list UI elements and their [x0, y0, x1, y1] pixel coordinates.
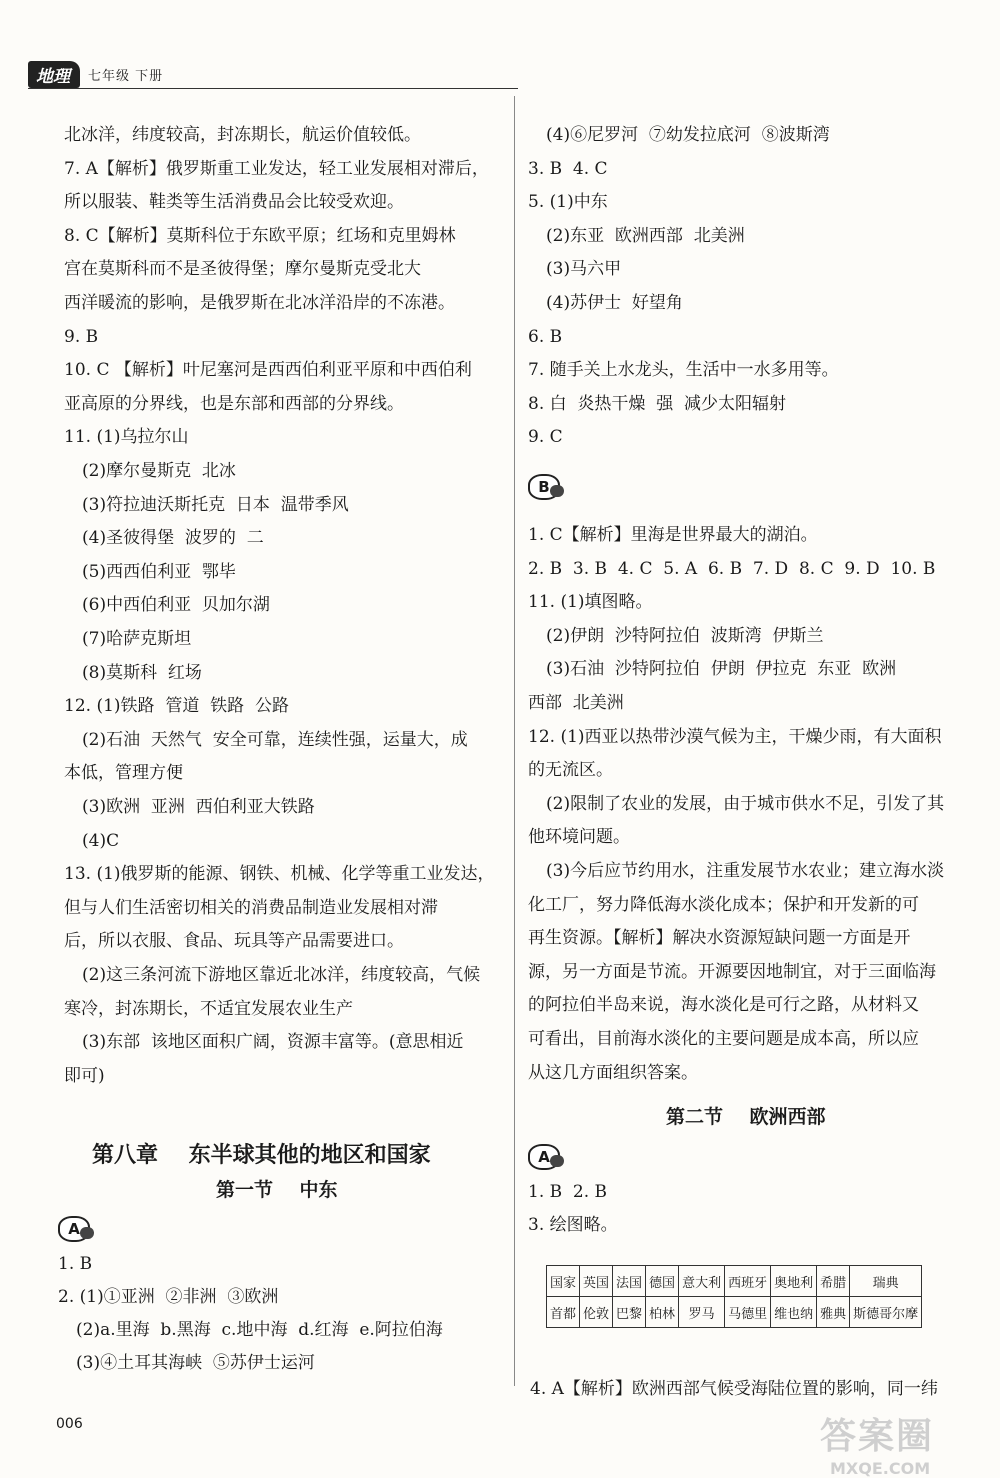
column-divider	[514, 96, 515, 1386]
answer-line: (5)西西伯利亚 鄂毕	[82, 561, 236, 582]
capitals-table	[546, 1265, 922, 1328]
answer-line: 本低，管理方便	[64, 763, 183, 784]
answer-line: 1. B 2. B	[528, 1182, 608, 1202]
answer-line: 7. 随手关上水龙头，生活中一水多用等。	[528, 360, 839, 381]
level-a-badge: A	[58, 1216, 88, 1240]
answer-line: 2. (1)①亚洲 ②非洲 ③欧洲	[58, 1287, 279, 1307]
answer-line: 12. (1)铁路 管道 铁路 公路	[64, 696, 289, 717]
answer-line: 宫在莫斯科而不是圣彼得堡；摩尔曼斯克受北大	[64, 259, 421, 280]
answer-line: 8. C【解析】莫斯科位于东欧平原；红场和克里姆林	[64, 225, 456, 246]
page-number: 006	[56, 1416, 83, 1432]
answer-line: 10. C 【解析】叶尼塞河是西西伯利亚平原和中西伯利	[64, 360, 472, 381]
answer-line: 后，所以衣服、食品、玩具等产品需要进口。	[64, 931, 404, 952]
answer-line: (2)石油 天然气 安全可靠，连续性强，运量大，成	[82, 729, 468, 750]
answer-line: 即可)	[64, 1065, 105, 1086]
table-cell: 斯德哥尔摩	[850, 1297, 922, 1328]
table-row	[547, 1266, 922, 1297]
page-header	[28, 60, 163, 88]
answer-line: 所以服装、鞋类等生活消费品会比较受欢迎。	[64, 192, 404, 213]
table-cell: 希腊	[817, 1266, 850, 1297]
answer-line: 西部 北美洲	[528, 693, 624, 713]
table-cell: 巴黎	[613, 1297, 646, 1328]
header-rule	[28, 88, 518, 89]
answer-line: (2)这三条河流下游地区靠近北冰洋，纬度较高，气候	[82, 965, 481, 985]
level-b-badge: B	[528, 474, 558, 498]
answer-line: 再生资源。【解析】解决水资源短缺问题一方面是开	[528, 928, 911, 949]
answer-line: 亚高原的分界线，也是东部和西部的分界线。	[64, 393, 404, 414]
answer-line: (3)符拉迪沃斯托克 日本 温带季风	[82, 494, 349, 515]
answer-line: 源，另一方面是节流。开源要因地制宜，对于三面临海	[528, 961, 936, 982]
answer-line: 6. B	[528, 326, 563, 347]
answer-line: 西洋暖流的影响，是俄罗斯在北冰洋沿岸的不冻港。	[64, 293, 455, 313]
table-cell: 英国	[580, 1266, 613, 1297]
answer-line: (4)⑥尼罗河 ⑦幼发拉底河 ⑧波斯湾	[546, 125, 830, 145]
answer-line: (3)今后应节约用水，注重发展节水农业；建立海水淡	[546, 861, 945, 881]
answer-line: 北冰洋，纬度较高，封冻期长，航运价值较低。	[64, 125, 421, 145]
answer-line: 4. A【解析】欧洲西部气候受海陆位置的影响，同一纬	[530, 1379, 938, 1399]
table-cell: 西班牙	[725, 1266, 771, 1297]
answer-line: 可看出，目前海水淡化的主要问题是成本高，所以应	[528, 1029, 919, 1049]
answer-line: 11. (1)填图略。	[528, 592, 653, 613]
answer-line: 从这几方面组织答案。	[528, 1062, 698, 1083]
watermark: 答案圈 MXQE.COM	[820, 1416, 935, 1478]
table-cell: 马德里	[725, 1297, 771, 1328]
level-a-badge-2: A	[528, 1144, 558, 1168]
table-cell: 雅典	[817, 1297, 850, 1328]
table-cell: 维也纳	[771, 1297, 817, 1328]
answer-line: 5. (1)中东	[528, 192, 608, 213]
answer-line: (7)哈萨克斯坦	[82, 629, 192, 649]
table-row	[547, 1297, 922, 1328]
table-cell: 伦敦	[580, 1297, 613, 1328]
answer-line: 8. 白 炎热干燥 强 减少太阳辐射	[528, 393, 787, 414]
answer-line: 11. (1)乌拉尔山	[64, 427, 189, 448]
answer-line: 他环境问题。	[528, 827, 630, 848]
answer-line: 1. C【解析】里海是世界最大的湖泊。	[528, 525, 818, 545]
answer-line: 12. (1)西亚以热带沙漠气候为主，干燥少雨，有大面积	[528, 726, 942, 747]
answer-line: (2)东亚 欧洲西部 北美洲	[546, 225, 745, 246]
table-cell: 奥地利	[771, 1266, 817, 1297]
subject-logo: 地理	[28, 61, 80, 88]
table-cell: 柏林	[646, 1297, 679, 1328]
answer-line: (4)苏伊士 好望角	[546, 293, 683, 313]
answer-line: (4)圣彼得堡 波罗的 二	[82, 528, 264, 549]
answer-line: 9. B	[64, 326, 99, 347]
answer-line: 的阿拉伯半岛来说，海水淡化是可行之路，从材料又	[528, 995, 919, 1016]
answer-line: (3)东部 该地区面积广阔，资源丰富等。(意思相近	[82, 1032, 464, 1053]
table-cell: 法国	[613, 1266, 646, 1297]
answer-line: (3)④土耳其海峡 ⑤苏伊士运河	[76, 1353, 315, 1373]
table-cell: 瑞典	[850, 1266, 922, 1297]
table-cell: 国家	[547, 1266, 580, 1297]
answer-line: 化工厂，努力降低海水淡化成本；保护和开发新的可	[528, 894, 919, 915]
answer-line: 但与人们生活密切相关的消费品制造业发展相对滞	[64, 897, 438, 918]
answer-line: (2)限制了农业的发展，由于城市供水不足，引发了其	[546, 793, 945, 814]
table-cell: 意大利	[679, 1266, 725, 1297]
answer-line: (3)欧洲 亚洲 西伯利亚大铁路	[82, 797, 315, 817]
answer-line: 的无流区。	[528, 760, 613, 781]
section-title-middle-east: 第一节 中东	[216, 1179, 338, 1201]
answer-line: 1. B	[58, 1254, 93, 1274]
table-cell: 德国	[646, 1266, 679, 1297]
answer-line: 寒冷，封冻期长，不适宜发展农业生产	[64, 998, 353, 1019]
answer-line: 13. (1)俄罗斯的能源、钢铁、机械、化学等重工业发达，	[64, 864, 495, 885]
answer-line: (2)摩尔曼斯克 北冰	[82, 461, 236, 481]
chapter-title: 第八章 东半球其他的地区和国家	[92, 1142, 431, 1168]
grade-label: 七年级 下册	[88, 68, 164, 84]
answer-line: (6)中西伯利亚 贝加尔湖	[82, 595, 270, 616]
section-title-western-europe: 第二节 欧洲西部	[666, 1106, 826, 1128]
answer-line: (3)石油 沙特阿拉伯 伊朗 伊拉克 东亚 欧洲	[546, 659, 897, 680]
answer-line: 7. A【解析】俄罗斯重工业发达，轻工业发展相对滞后，	[64, 158, 489, 179]
answer-line: (8)莫斯科 红场	[82, 662, 202, 683]
answer-line: (2)伊朗 沙特阿拉伯 波斯湾 伊斯兰	[546, 625, 824, 646]
answer-line: 3. B 4. C	[528, 158, 608, 179]
answer-line: (4)C	[82, 830, 120, 851]
table-cell: 首都	[547, 1297, 580, 1328]
table-cell: 罗马	[679, 1297, 725, 1328]
answer-line: 2. B 3. B 4. C 5. A 6. B 7. D 8. C 9. D 10. B	[528, 558, 936, 579]
answer-line: (3)马六甲	[546, 259, 622, 280]
answer-line: 9. C	[528, 427, 563, 448]
answer-line: 3. 绘图略。	[528, 1215, 618, 1235]
answer-line: (2)a.里海 b.黑海 c.地中海 d.红海 e.阿拉伯海	[76, 1320, 443, 1340]
